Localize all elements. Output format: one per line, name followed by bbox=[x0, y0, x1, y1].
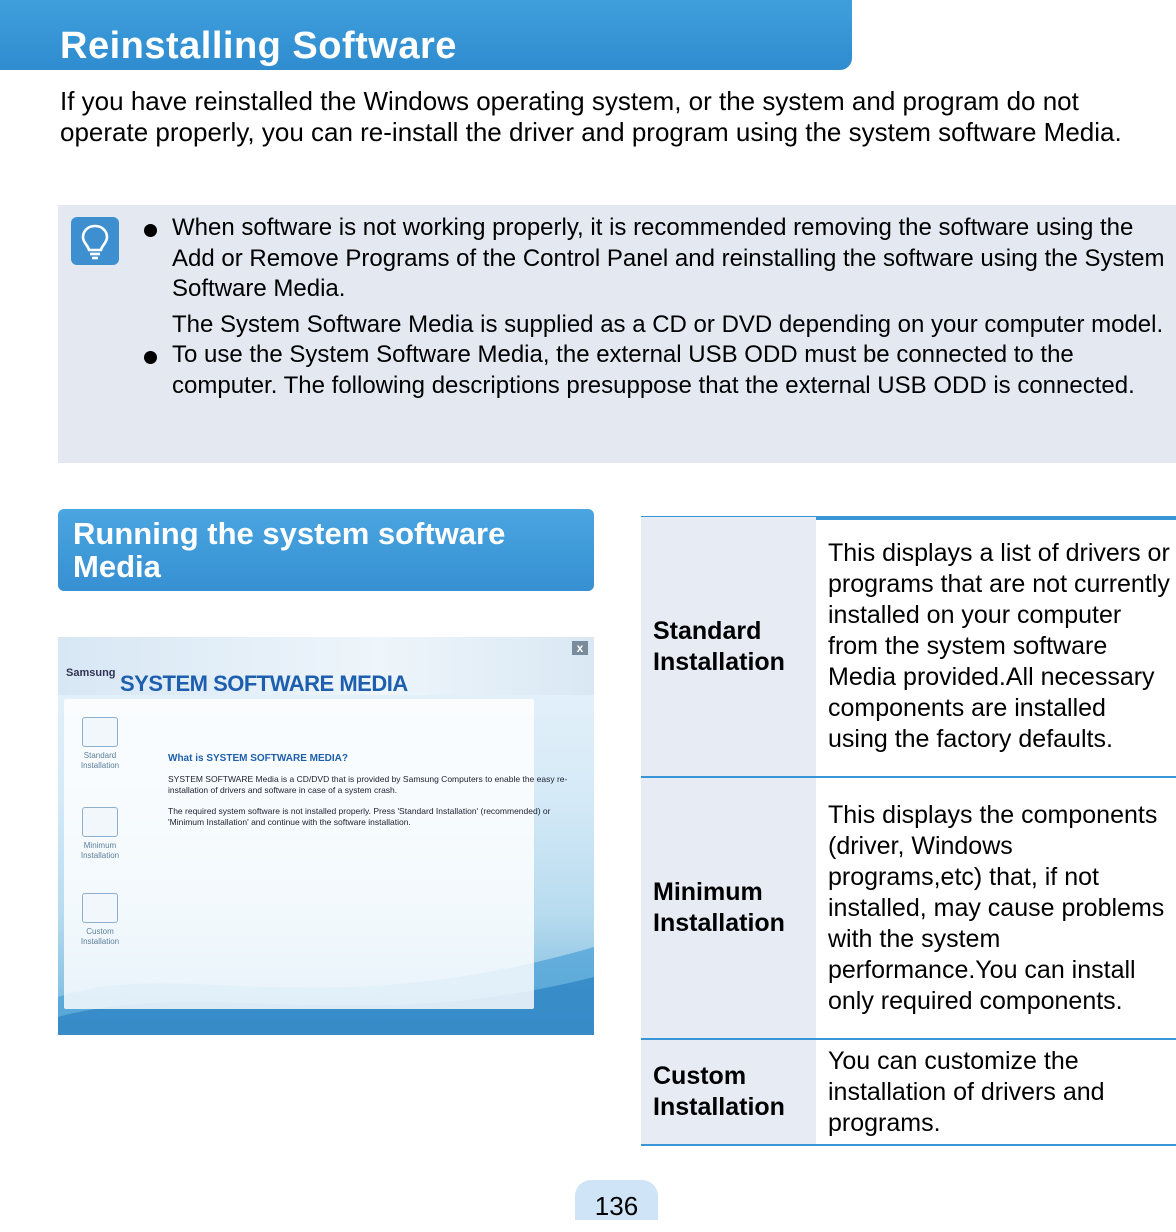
row-description: This displays the components (driver, Windows programs,etc) that, if not installed, may cause problems with the system performance.You can install only required components. bbox=[828, 800, 1165, 1015]
row-label: Standard Installation bbox=[641, 517, 816, 777]
page-title-bar bbox=[0, 0, 852, 70]
tip-box bbox=[58, 205, 1176, 463]
window-icon bbox=[82, 807, 118, 837]
intro-paragraph: If you have reinstalled the Windows operating system, or the system and program do not operate properly, you can re-install the driver and program using the system software Media. bbox=[60, 86, 1122, 147]
section-title: Running the system software Media bbox=[73, 516, 506, 584]
lightbulb-icon bbox=[71, 217, 119, 265]
tip-item-text: To use the System Software Media, the external USB ODD must be connected to the computer. The following descriptions presuppose that the external USB ODD is connected. bbox=[172, 341, 1135, 399]
screenshot-paragraph: SYSTEM SOFTWARE Media is a CD/DVD that is provided by Samsung Computers to enable the easy re-installation of drivers and software in case of a system crash. bbox=[168, 774, 568, 795]
table-row bbox=[641, 777, 1176, 1039]
nav-minimum-installation[interactable]: Minimum Installation bbox=[72, 807, 128, 861]
table-row bbox=[641, 517, 1176, 777]
tip-list bbox=[144, 213, 1174, 401]
tip-item-subtext: The System Software Media is supplied as a CD or DVD depending on your computer model. bbox=[172, 310, 1164, 338]
row-description: This displays a list of drivers or programs that are not currently installed on your computer from the system software Media provided.All necessary components are installed using the factory defaults. bbox=[828, 539, 1170, 753]
nav-custom-installation[interactable]: Custom Installation bbox=[72, 893, 128, 947]
screenshot-paragraph: The required system software is not installed properly. Press 'Standard Installation' (recommended) or 'Minimum Installation' and continue with the software installation. bbox=[168, 806, 551, 827]
tip-item bbox=[144, 213, 1174, 340]
screenshot-content-panel bbox=[64, 699, 534, 1009]
system-software-media-screenshot bbox=[58, 637, 594, 1035]
page-title: Reinstalling Software bbox=[60, 25, 457, 67]
screenshot-title: SYSTEM SOFTWARE MEDIA bbox=[120, 671, 408, 696]
bullet-icon bbox=[144, 224, 157, 237]
row-label: Minimum Installation bbox=[641, 777, 816, 1039]
tip-item-text: When software is not working properly, it is recommended removing the software using the Add or Remove Programs of the Control Panel and reinstalling the software using the System Software Media. bbox=[172, 214, 1165, 302]
nav-standard-installation[interactable]: Standard Installation bbox=[72, 717, 128, 771]
screenshot-question: What is SYSTEM SOFTWARE MEDIA? bbox=[168, 753, 349, 764]
page-number: 136 bbox=[575, 1180, 658, 1220]
bullet-icon bbox=[144, 351, 157, 364]
row-description: You can customize the installation of drivers and programs. bbox=[828, 1046, 1105, 1137]
installation-options-table bbox=[641, 517, 1176, 1146]
row-label: Custom Installation bbox=[641, 1039, 816, 1145]
screenshot-body bbox=[168, 753, 568, 838]
grid-icon bbox=[82, 893, 118, 923]
close-icon[interactable]: x bbox=[572, 641, 588, 655]
cd-icon bbox=[82, 717, 118, 747]
table-row bbox=[641, 1039, 1176, 1145]
tip-item bbox=[144, 340, 1174, 401]
section-header bbox=[58, 509, 594, 591]
samsung-logo: Samsung bbox=[66, 667, 116, 679]
